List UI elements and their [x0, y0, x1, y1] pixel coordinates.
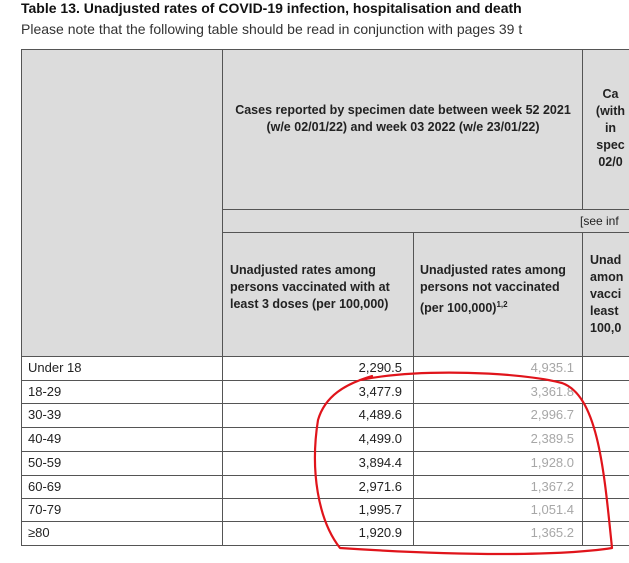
row-age-label: 40-49: [28, 431, 62, 446]
row-vaccinated-rate: 3,477.9: [358, 384, 402, 399]
see-info-text: [see inf: [580, 214, 619, 228]
row-vaccinated-rate: 4,499.0: [358, 431, 402, 446]
row-not-vaccinated-rate: 1,367.2: [530, 479, 574, 494]
table-title: Table 13. Unadjusted rates of COVID-19 infection, hospitalisation and death: [21, 0, 522, 16]
row-not-vaccinated-rate: 1,051.4: [530, 502, 574, 517]
row-vaccinated-rate: 2,290.5: [358, 360, 402, 375]
group-header: Cases reported by specimen date between week 52 2021 (w/e 02/01/22) and week 03 2022 (w/e 23/01/22): [235, 103, 571, 134]
row-age-label: 30-39: [28, 407, 62, 422]
column-header-vaccinated: Unadjusted rates among persons vaccinated with at least 3 doses (per 100,000): [230, 263, 390, 311]
row-age-label: 50-59: [28, 455, 62, 470]
table-note: Please note that the following table should be read in conjunction with pages 39 t: [21, 21, 523, 37]
row-not-vaccinated-rate: 1,928.0: [530, 455, 574, 470]
row-vaccinated-rate: 1,920.9: [358, 525, 402, 540]
see-info-cell: [222, 210, 629, 232]
group-header-cut: Ca (with in spec 02/0: [595, 87, 626, 169]
row-not-vaccinated-rate: 4,935.1: [530, 360, 574, 375]
column-header-cut: Unad amon vacci least 100,0: [590, 253, 624, 335]
row-age-label: 60-69: [28, 479, 62, 494]
row-age-label: 18-29: [28, 384, 62, 399]
row-age-label: ≥80: [28, 525, 50, 540]
row-not-vaccinated-rate: 2,996.7: [530, 407, 574, 422]
column-header-not-vaccinated: Unadjusted rates among persons not vaccinated (per 100,000)$^{1,2}$: [420, 263, 566, 316]
row-not-vaccinated-rate: 1,365.2: [530, 525, 574, 540]
row-vaccinated-rate: 1,995.7: [358, 502, 402, 517]
row-vaccinated-rate: 2,971.6: [358, 479, 402, 494]
row-not-vaccinated-rate: 3,361.8: [530, 384, 574, 399]
row-vaccinated-rate: 4,489.6: [358, 407, 402, 422]
row-age-label: Under 18: [28, 360, 82, 375]
row-age-label: 70-79: [28, 502, 62, 517]
row-not-vaccinated-rate: 2,389.5: [530, 431, 574, 446]
header-stub-cell: [22, 50, 222, 356]
row-vaccinated-rate: 3,894.4: [358, 455, 402, 470]
